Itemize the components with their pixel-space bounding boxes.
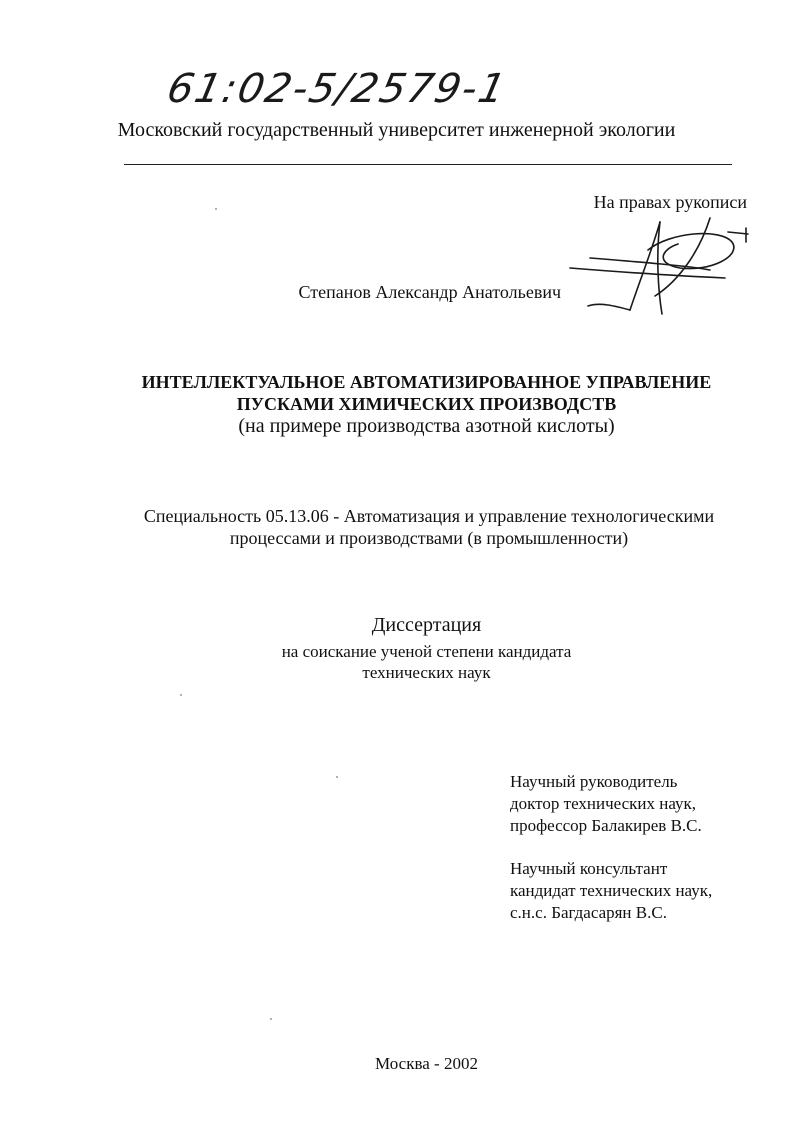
university-name: Московский государственный университет инженерной экологии [117, 119, 676, 141]
specialty-block [0, 505, 793, 549]
copyright-note: На правах рукописи [593, 192, 747, 212]
supervisor-role: Научный руководитель [510, 772, 678, 791]
dissertation-heading: Диссертация [371, 614, 482, 636]
title-line-1: ИНТЕЛЛЕКТУАЛЬНОЕ АВТОМАТИЗИРОВАННОЕ УПРАВЛЕНИЕ [141, 372, 712, 392]
author-name: Степанов Александр Анатольевич [298, 282, 561, 302]
title-line-2: ПУСКАМИ ХИМИЧЕСКИХ ПРОИЗВОДСТВ [236, 394, 617, 414]
degree-line-2: технических наук [362, 663, 491, 682]
scan-speck [215, 208, 217, 210]
scan-speck [180, 694, 182, 696]
consultant-name: с.н.с. Багдасарян В.С. [510, 903, 667, 922]
dissertation-title [0, 371, 793, 415]
consultant-degree: кандидат технических наук, [510, 881, 713, 900]
header-divider [124, 164, 732, 165]
title-subtitle: (на примере производства азотной кислоты) [238, 415, 615, 437]
scan-speck [336, 776, 338, 778]
specialty-line-2: процессами и производствами (в промышленности) [229, 528, 629, 548]
supervisor-block [510, 771, 702, 837]
consultant-role: Научный консультант [510, 859, 668, 878]
consultant-block [510, 858, 712, 924]
degree-block [0, 641, 793, 683]
specialty-line-1: Специальность 05.13.06 - Автоматизация и управление технологическими [143, 506, 715, 526]
degree-line-1: на соискание ученой степени кандидата [281, 642, 572, 661]
signature-scribble [560, 210, 760, 322]
supervisor-degree: доктор технических наук, [510, 794, 697, 813]
scan-speck [270, 1018, 272, 1020]
city-year: Москва - 2002 [375, 1054, 478, 1073]
supervisor-name: профессор Балакирев В.С. [510, 816, 702, 835]
handwritten-call-number: 61:02-5/2579-1 [163, 66, 512, 112]
